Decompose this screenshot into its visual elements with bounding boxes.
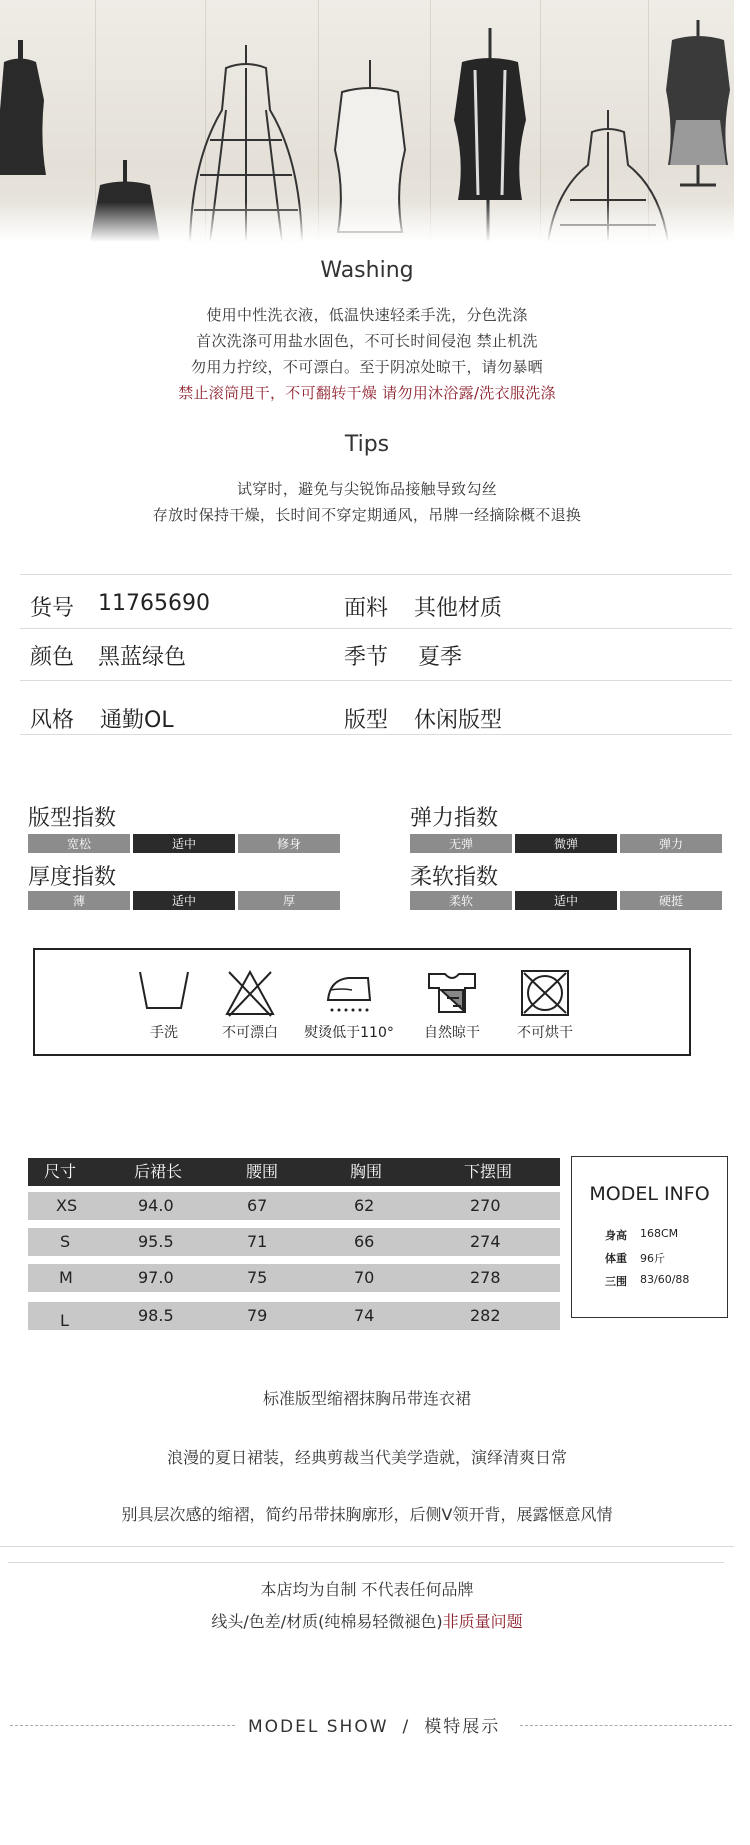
model-weight-value: 96斤 xyxy=(640,1252,665,1265)
no-bleach-icon xyxy=(223,968,277,1018)
length-cell: 98.5 xyxy=(138,1306,174,1325)
hand-wash-icon xyxy=(137,968,191,1012)
iron-low-icon xyxy=(322,968,376,1016)
item-no-label: 货号 xyxy=(30,596,75,621)
item-no-value: 11765690 xyxy=(98,591,210,616)
care-item-no-tumble-dry xyxy=(490,968,600,1042)
waist-cell: 75 xyxy=(247,1268,268,1287)
line-dry-icon xyxy=(425,968,479,1016)
washing-title: Washing xyxy=(320,258,414,283)
size-cell: L xyxy=(60,1311,69,1330)
washing-line-3: 勿用力拧绞，不可漂白。至于阴凉处晾干，请勿暴晒 xyxy=(191,358,543,376)
tips-line-2: 存放时保持干燥，长时间不穿定期通风，吊牌一经摘除概不退换 xyxy=(152,506,582,524)
care-item-no-bleach xyxy=(195,968,305,1042)
bust-cell: 70 xyxy=(354,1268,375,1287)
style-label: 风格 xyxy=(30,708,75,733)
waist-cell: 67 xyxy=(247,1196,268,1215)
length-cell: 95.5 xyxy=(138,1232,174,1251)
elastic-index-option-none: 无弹 xyxy=(410,834,512,853)
style-value: 通勤OL xyxy=(100,708,174,733)
model-measurements-label: 三围 xyxy=(605,1275,627,1288)
softness-index-title: 柔软指数 xyxy=(410,865,499,890)
season-label: 季节 xyxy=(344,645,389,670)
notice-line-2-highlight: 非质量问题 xyxy=(442,1612,523,1631)
washing-line-1: 使用中性洗衣液，低温快速轻柔手洗，分色洗涤 xyxy=(206,306,528,324)
description-line-1: 标准版型缩褶抹胸吊带连衣裙 xyxy=(262,1389,471,1408)
elastic-index-option-stretch: 弹力 xyxy=(620,834,722,853)
care-label-line-dry: 自然晾干 xyxy=(424,1025,480,1041)
model-info-title: MODEL INFO xyxy=(589,1183,710,1205)
season-value: 夏季 xyxy=(418,645,463,670)
fit-index-option-regular: 适中 xyxy=(133,834,235,853)
model-info-box xyxy=(571,1156,728,1318)
tips-line-1: 试穿时，避免与尖锐饰品接触导致勾丝 xyxy=(236,480,498,498)
size-header-waist: 腰围 xyxy=(246,1162,279,1181)
notice-line-1: 本店均为自制 不代表任何品牌 xyxy=(260,1580,474,1599)
size-cell: S xyxy=(60,1232,71,1251)
bust-cell: 74 xyxy=(354,1306,375,1325)
thickness-index-bar xyxy=(28,891,340,910)
description-line-3: 别具层次感的缩褶，简约吊带抹胸廓形，后侧V领开背，展露惬意风情 xyxy=(121,1505,613,1524)
washing-line-2: 首次洗涤可用盐水固色，不可长时间侵泡 禁止机洗 xyxy=(196,332,538,350)
bust-cell: 66 xyxy=(354,1232,375,1251)
softness-index-option-regular: 适中 xyxy=(515,891,617,910)
size-cell: M xyxy=(59,1268,73,1287)
elastic-index-option-slight: 微弹 xyxy=(515,834,617,853)
model-measurements-value: 83/60/88 xyxy=(640,1273,690,1286)
size-header-bust: 胸围 xyxy=(350,1162,383,1181)
waist-cell: 79 xyxy=(247,1306,268,1325)
care-label-no-bleach: 不可漂白 xyxy=(222,1025,278,1041)
table-row xyxy=(28,1192,560,1220)
care-label-no-tumble-dry: 不可烘干 xyxy=(517,1025,573,1041)
washing-warning: 禁止滚筒甩干，不可翻转干燥 请勿用沐浴露/洗衣服洗涤 xyxy=(178,384,556,402)
thickness-index-option-regular: 适中 xyxy=(133,891,235,910)
fit-value: 休闲版型 xyxy=(414,708,503,733)
care-label-iron-low: 熨烫低于110° xyxy=(304,1025,394,1041)
size-table-header xyxy=(28,1158,560,1186)
elastic-index-bar xyxy=(410,834,722,853)
fit-index-bar xyxy=(28,834,340,853)
softness-index-option-stiff: 硬挺 xyxy=(620,891,722,910)
thickness-index-option-thick: 厚 xyxy=(238,891,340,910)
size-cell: XS xyxy=(56,1196,78,1215)
fit-label: 版型 xyxy=(344,708,389,733)
model-show-separator: / xyxy=(402,1717,411,1737)
softness-index-option-soft: 柔软 xyxy=(410,891,512,910)
description-line-2: 浪漫的夏日裙装，经典剪裁当代美学造就，演绎清爽日常 xyxy=(166,1448,567,1467)
length-cell: 97.0 xyxy=(138,1268,174,1287)
hem-cell: 278 xyxy=(470,1268,501,1287)
size-header-hem: 下摆围 xyxy=(464,1162,513,1181)
notice-line-2-prefix: 线头/色差/材质(纯棉易轻微褪色) xyxy=(211,1612,443,1631)
color-label: 颜色 xyxy=(30,645,75,670)
model-height-label: 身高 xyxy=(605,1229,627,1242)
fit-index-option-slim: 修身 xyxy=(238,834,340,853)
table-row xyxy=(28,1302,560,1330)
care-item-iron-low xyxy=(294,968,404,1042)
model-height-value: 168CM xyxy=(640,1227,679,1240)
model-show-en: MODEL SHOW xyxy=(248,1717,389,1737)
thickness-index-title: 厚度指数 xyxy=(28,865,117,890)
hem-cell: 274 xyxy=(470,1232,501,1251)
hem-cell: 270 xyxy=(470,1196,501,1215)
waist-cell: 71 xyxy=(247,1232,268,1251)
size-header-length: 后裙长 xyxy=(134,1162,183,1181)
hem-cell: 282 xyxy=(470,1306,501,1325)
care-instructions-box xyxy=(33,948,691,1056)
table-row xyxy=(28,1228,560,1256)
length-cell: 94.0 xyxy=(138,1196,174,1215)
notice-line-2 xyxy=(0,1609,734,1632)
no-tumble-dry-icon xyxy=(518,968,572,1018)
softness-index-bar xyxy=(410,891,722,910)
bust-cell: 62 xyxy=(354,1196,375,1215)
care-label-hand-wash: 手洗 xyxy=(150,1025,178,1041)
fit-index-title: 版型指数 xyxy=(28,806,117,831)
model-weight-label: 体重 xyxy=(605,1252,627,1265)
fit-index-option-loose: 宽松 xyxy=(28,834,130,853)
model-show-heading xyxy=(248,1712,500,1737)
elastic-index-title: 弹力指数 xyxy=(410,806,499,831)
tips-title: Tips xyxy=(344,432,390,457)
table-row xyxy=(28,1264,560,1292)
material-value: 其他材质 xyxy=(414,596,503,621)
size-header-size: 尺寸 xyxy=(44,1162,77,1181)
color-value: 黑蓝绿色 xyxy=(98,645,187,670)
thickness-index-option-thin: 薄 xyxy=(28,891,130,910)
material-label: 面料 xyxy=(344,596,389,621)
model-show-cn: 模特展示 xyxy=(424,1717,501,1737)
hero-banner-mannequins xyxy=(0,0,734,242)
